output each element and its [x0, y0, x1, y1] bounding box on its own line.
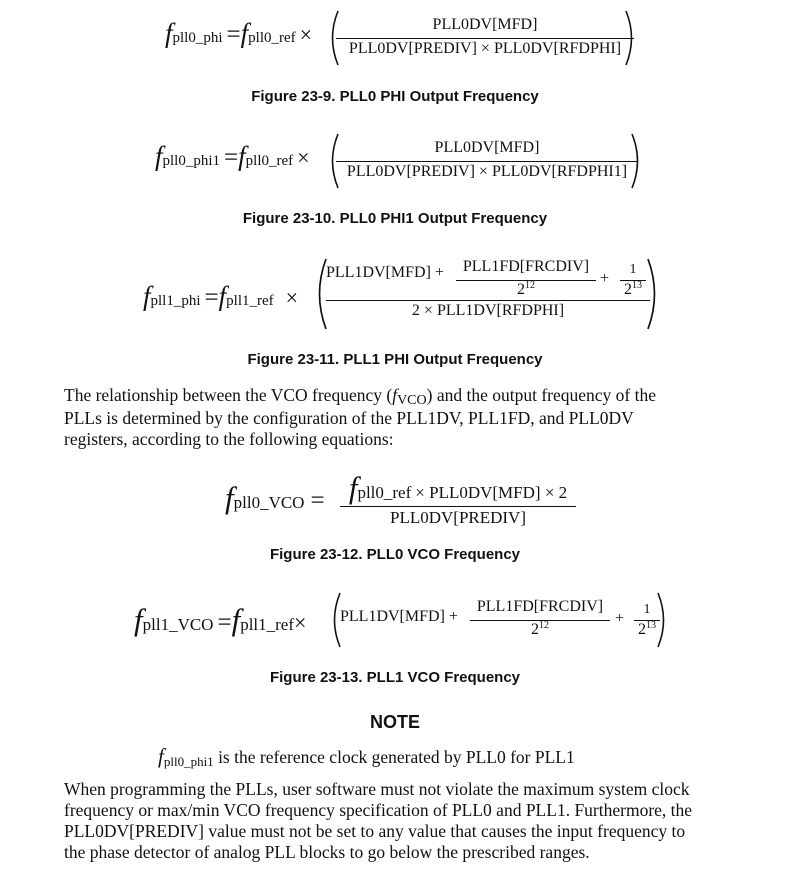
eq11-plus: + [600, 270, 610, 287]
eq9-denominator: PLL0DV[PREDIV] × PLL0DV[RFDPHI] [348, 40, 622, 57]
intro-line-3: registers, according to the following equations: [64, 429, 394, 449]
eq12-denominator: PLL0DV[PREDIV] [390, 508, 526, 527]
note-title: NOTE [369, 712, 420, 732]
eq12-numerator [340, 470, 576, 506]
note-text [158, 744, 575, 769]
eq11-one-denominator [620, 281, 646, 299]
eq11-term-mfd: PLL1DV[MFD] + [326, 264, 444, 281]
eq9-ref-f: f [240, 18, 249, 48]
eq13-right-paren [656, 592, 670, 648]
eq11-denominator: 2 × PLL1DV[RFDPHI] [411, 302, 565, 319]
eq12-fraction-bar [340, 506, 576, 507]
figure-23-9-caption: Figure 23-9. PLL0 PHI Output Frequency [251, 88, 539, 105]
note-f: f [158, 744, 164, 768]
eq13-frcdiv-den-exp: 12 [539, 620, 549, 631]
eq12-lhs [225, 480, 325, 516]
eq9-equals: = [226, 21, 241, 48]
eq9-times: × [299, 22, 313, 47]
intro-paragraph [64, 385, 656, 450]
eq11-frcdiv-denominator [456, 281, 596, 299]
closing-paragraph [64, 779, 692, 863]
eq12-lhs-f: f [225, 480, 234, 515]
eq9-lhs-f: f [165, 18, 173, 48]
eq13-term-mfd: PLL1DV[MFD] + [340, 608, 458, 625]
eq13-equals: = [217, 609, 232, 636]
eq12-num-rest: × PLL0DV[MFD] × 2 [415, 483, 568, 502]
eq11-lhs [143, 281, 298, 312]
eq11-lhs-sub: pll1_phi [150, 293, 201, 309]
eq13-frcdiv-denominator [470, 621, 610, 639]
eq9-numerator: PLL0DV[MFD] [432, 16, 538, 33]
eq9-lhs [165, 18, 312, 49]
note-sub: pll0_phi1 [163, 754, 214, 769]
figure-23-13-caption: Figure 23-13. PLL1 VCO Frequency [269, 669, 521, 686]
eq10-lhs-sub: pll0_phi1 [162, 153, 221, 169]
intro-vco-sub: VCO [397, 393, 427, 408]
eq13-one-den-exp: 13 [646, 620, 656, 631]
eq13-one-den-base: 2 [638, 621, 646, 638]
intro-line-1-a: The relationship between the VCO frequency ( [64, 385, 393, 405]
eq10-lhs-f: f [155, 141, 163, 171]
eq11-right-paren [646, 258, 662, 330]
eq10-equals: = [224, 144, 239, 171]
eq11-ref-sub: pll1_ref [226, 293, 274, 309]
eq10-right-paren [630, 133, 644, 189]
eq10-times: × [297, 145, 310, 170]
eq13-lhs-sub: pll1_VCO [142, 615, 214, 634]
intro-line-1-b: ) and the output frequency of the [426, 385, 656, 405]
eq11-lhs-f: f [143, 281, 151, 311]
eq13-frcdiv-numerator: PLL1FD[FRCDIV] [476, 598, 604, 615]
eq13-ref-f: f [231, 602, 241, 637]
eq11-equals: = [204, 284, 219, 311]
eq11-frcdiv-den-base: 2 [517, 281, 525, 298]
eq11-frcdiv-numerator: PLL1FD[FRCDIV] [462, 258, 590, 275]
eq13-frcdiv-den-base: 2 [531, 621, 539, 638]
eq11-one-den-exp: 13 [632, 280, 642, 291]
eq12-num-sub: pll0_ref [357, 483, 412, 502]
intro-line-1 [64, 385, 656, 408]
intro-line-2: PLLs is determined by the configuration of the PLL1DV, PLL1FD, and PLL0DV [64, 408, 634, 428]
eq10-fraction-bar [336, 161, 638, 162]
eq10-ref-sub: pll0_ref [245, 153, 294, 169]
note-body: is the reference clock generated by PLL0 for PLL1 [213, 747, 575, 767]
eq10-denominator: PLL0DV[PREDIV] × PLL0DV[RFDPHI1] [346, 163, 628, 180]
eq13-plus: + [615, 610, 625, 627]
eq11-one-numerator: 1 [629, 262, 637, 277]
eq12-num-f: f [348, 470, 358, 505]
eq11-times: × [285, 285, 299, 310]
figure-23-10-caption: Figure 23-10. PLL0 PHI1 Output Frequency [242, 210, 548, 227]
eq9-ref-sub: pll0_ref [248, 30, 296, 46]
eq9-lhs-sub: pll0_phi [172, 30, 223, 46]
eq11-frcdiv-den-exp: 12 [525, 280, 535, 291]
eq13-times: × [294, 610, 307, 635]
eq13-lhs-f: f [134, 602, 143, 637]
eq13-one-numerator: 1 [643, 602, 651, 617]
eq12-equals: = [310, 487, 325, 514]
figure-23-12-caption: Figure 23-12. PLL0 VCO Frequency [269, 546, 521, 563]
eq9-fraction-bar [336, 38, 634, 39]
closing-line-4: the phase detector of analog PLL blocks to go below the prescribed ranges. [64, 842, 590, 862]
eq10-numerator: PLL0DV[MFD] [434, 139, 540, 156]
eq10-lhs [155, 141, 310, 172]
eq13-lhs [134, 602, 306, 638]
eq11-one-den-base: 2 [624, 281, 632, 298]
eq11-main-fraction-bar [326, 300, 650, 301]
figure-23-11-caption: Figure 23-11. PLL1 PHI Output Frequency [247, 351, 543, 368]
closing-line-3: PLL0DV[PREDIV] value must not be set to any value that causes the input frequency to [64, 821, 686, 841]
eq13-ref-sub: pll1_ref [240, 615, 295, 634]
eq9-right-paren [624, 10, 638, 66]
closing-line-1: When programming the PLLs, user software must not violate the maximum system clock [64, 779, 690, 799]
intro-f-vco: f [392, 385, 398, 405]
closing-line-2: frequency or max/min VCO frequency specification of PLL0 and PLL1. Furthermore, the [64, 800, 693, 820]
eq10-ref-f: f [238, 141, 246, 171]
eq12-lhs-sub: pll0_VCO [233, 493, 305, 512]
eq11-ref-f: f [218, 281, 227, 311]
